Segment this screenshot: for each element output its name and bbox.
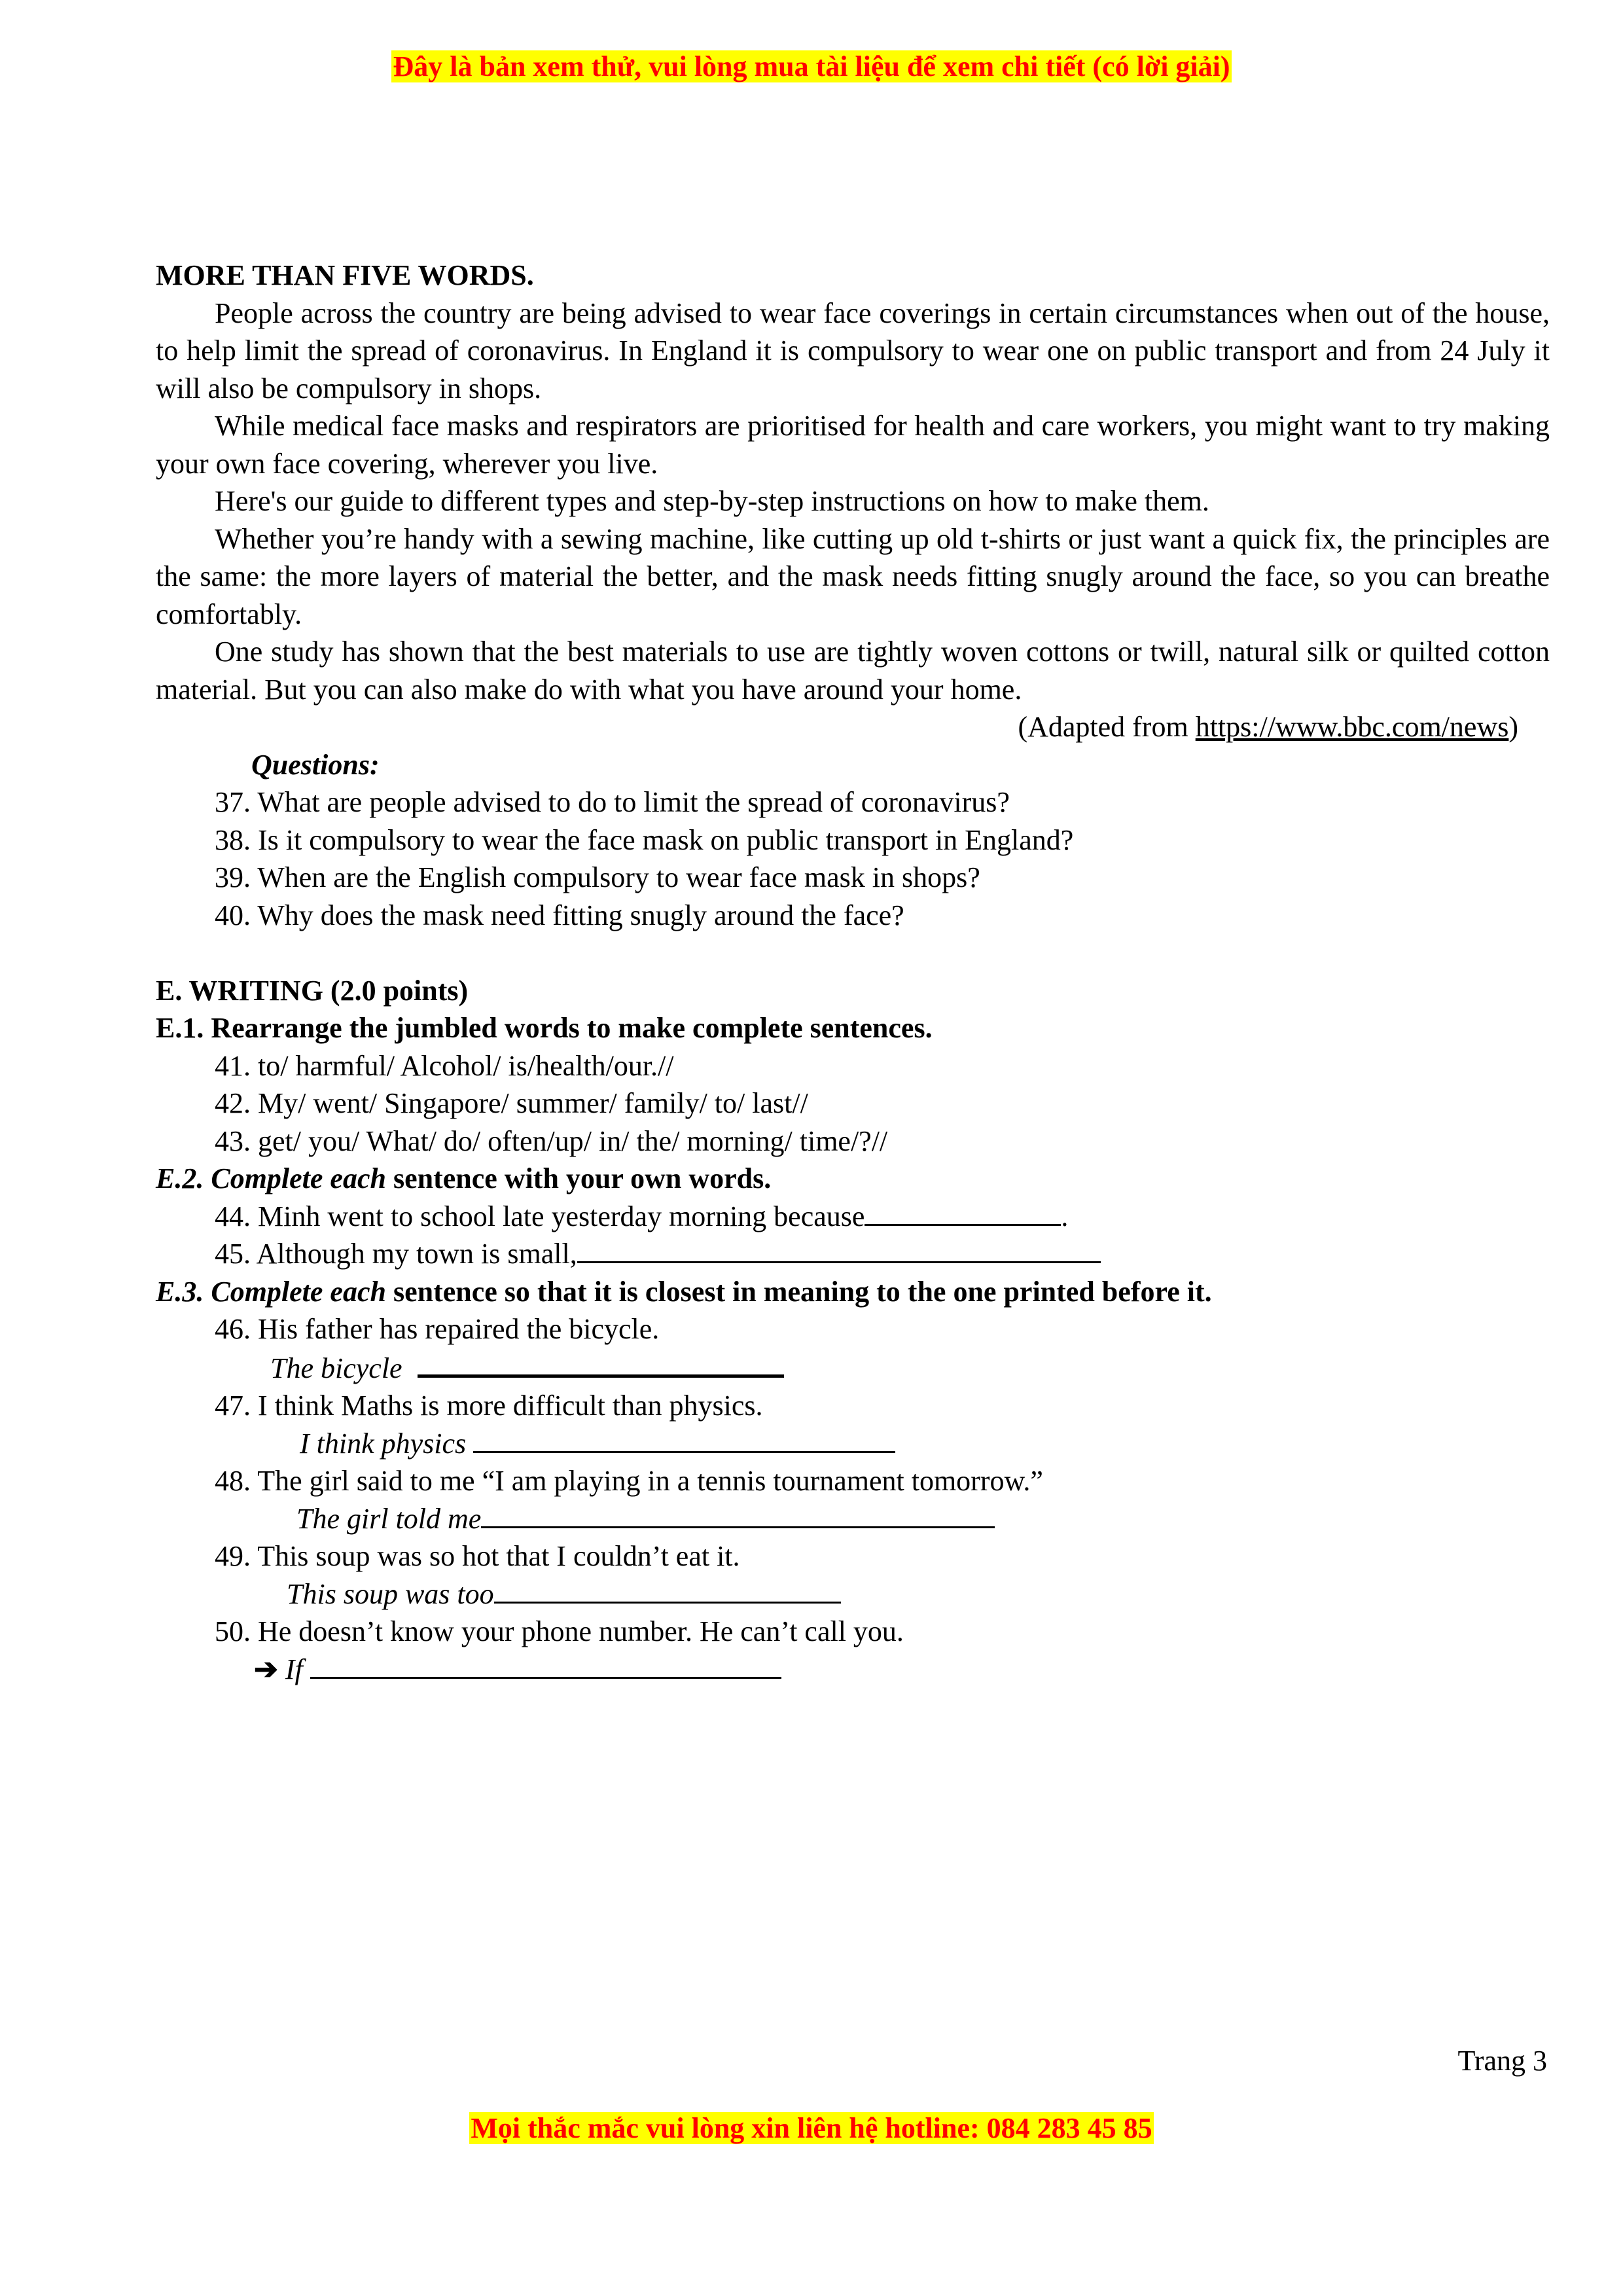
answer-prompt-49: This soup was too [287, 1577, 494, 1610]
e3-instruction-italic: E.3. Complete each [156, 1275, 386, 1308]
reading-paragraph-2: While medical face masks and respirators are prioritised for health and care workers, you might want to try making your own face covering, wherever you live. [156, 410, 1550, 480]
preview-notice-text: Đây là bản xem thử, vui lòng mua tài liệu để xem chi tiết (có lời giải) [393, 50, 1230, 82]
answer-blank-49[interactable] [494, 1575, 841, 1604]
writing-section-title: E. WRITING (2.0 points) [156, 974, 469, 1007]
section-spacer [156, 934, 1550, 972]
hotline-notice-banner [0, 2111, 1623, 2145]
document-content [156, 257, 1550, 1688]
item-46: 46. His father has repaired the bicycle. [215, 1313, 660, 1345]
e3-instruction-rest: sentence so that it is closest in meaning to the one printed before it. [385, 1275, 1212, 1308]
answer-prompt-48: The girl told me [296, 1502, 482, 1535]
question-40: 40. Why does the mask need fitting snugly around the face? [215, 899, 904, 931]
answer-line-49 [156, 1575, 1550, 1613]
e2-instruction-italic: E.2. Complete each [156, 1162, 386, 1194]
item-45-text: 45. Although my town is small, [215, 1238, 577, 1270]
item-41: 41. to/ harmful/ Alcohol/ is/health/our.// [215, 1049, 674, 1082]
item-49: 49. This soup was so hot that I couldn’t eat it. [215, 1540, 740, 1572]
item-47: 47. I think Maths is more difficult than physics. [215, 1390, 763, 1422]
answer-prompt-50: If [285, 1653, 310, 1685]
answer-blank-46[interactable] [418, 1348, 784, 1378]
preview-notice-banner [0, 50, 1623, 84]
answer-prompt-47: I think physics [300, 1427, 474, 1460]
item-45 [156, 1235, 1550, 1273]
reading-paragraph-5: One study has shown that the best materials to use are tightly woven cottons or twill, natural silk or quilted cotton material. But you can also make do with what you have around your home. [156, 636, 1550, 706]
item-48: 48. The girl said to me “I am playing in a tennis tournament tomorrow.” [215, 1465, 1043, 1497]
answer-prompt-46: The bicycle [270, 1352, 410, 1384]
e1-instruction: E.1. Rearrange the jumbled words to make complete sentences. [156, 1012, 933, 1044]
reading-paragraph-1: People across the country are being advised to wear face coverings in certain circumstances when out of the house, to help limit the spread of coronavirus. In England it is compulsory to wear one on public transport and from 24 July it will also be compulsory in shops. [156, 296, 1550, 404]
source-suffix: ) [1508, 711, 1518, 743]
e3-instruction [156, 1273, 1550, 1311]
hotline-notice-text: Mọi thắc mắc vui lòng xin liên hệ hotline: 084 283 45 85 [471, 2112, 1152, 2144]
item-44-end: . [1061, 1200, 1069, 1232]
e2-instruction [156, 1160, 1550, 1198]
item-44-text: 44. Minh went to school late yesterday morning because [215, 1200, 865, 1232]
source-prefix: (Adapted from [1018, 711, 1196, 743]
answer-blank-44[interactable] [865, 1198, 1061, 1226]
arrow-icon: ➔ [254, 1653, 278, 1685]
e2-instruction-rest: sentence with your own words. [385, 1162, 772, 1194]
questions-label: Questions: [251, 748, 380, 781]
answer-blank-47[interactable] [473, 1425, 895, 1453]
source-link[interactable]: https://www.bbc.com/news [1195, 711, 1509, 743]
answer-blank-50[interactable] [310, 1651, 781, 1679]
question-38: 38. Is it compulsory to wear the face mask on public transport in England? [215, 823, 1074, 856]
answer-line-46 [156, 1348, 1550, 1388]
item-50: 50. He doesn’t know your phone number. He can’t call you. [215, 1615, 904, 1647]
reading-paragraph-3: Here's our guide to different types and step-by-step instructions on how to make them. [215, 485, 1209, 517]
answer-line-48 [156, 1500, 1550, 1538]
reading-heading: MORE THAN FIVE WORDS. [156, 259, 534, 291]
answer-blank-45[interactable] [577, 1235, 1101, 1263]
question-37: 37. What are people advised to do to limit the spread of coronavirus? [215, 786, 1010, 818]
item-43: 43. get/ you/ What/ do/ often/up/ in/ the/ morning/ time/?// [215, 1124, 888, 1157]
source-citation [156, 708, 1550, 746]
question-39: 39. When are the English compulsory to wear face mask in shops? [215, 861, 980, 893]
answer-blank-48[interactable] [481, 1500, 995, 1528]
answer-line-50 [156, 1651, 1550, 1689]
answer-line-47 [156, 1425, 1550, 1463]
page-number: Trang 3 [1457, 2045, 1547, 2077]
item-44 [156, 1198, 1550, 1236]
item-42: 42. My/ went/ Singapore/ summer/ family/ to/ last// [215, 1087, 808, 1119]
reading-paragraph-4: Whether you’re handy with a sewing machine, like cutting up old t-shirts or just want a quick fix, the principles are the same: the more layers of material the better, and the mask needs fitting snugly around the face, so you can breathe comfortably. [156, 522, 1550, 630]
